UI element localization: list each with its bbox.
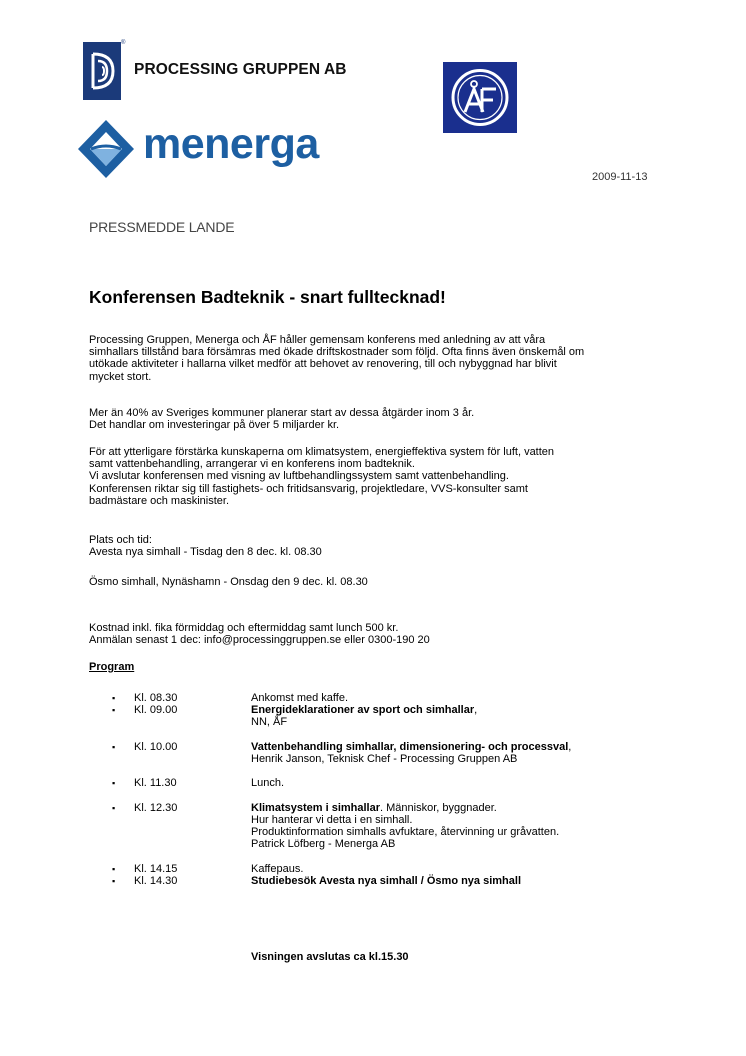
program-text: Ankomst med kaffe. [251,692,349,704]
program-time: Kl. 11.30 [134,777,177,790]
bullet-icon: ▪ [112,875,116,886]
processing-gruppen-logo [83,42,383,102]
program-item [89,692,669,704]
processing-gruppen-mark-icon [83,42,121,100]
bullet-icon: ▪ [112,693,116,703]
bullet-icon: ▪ [112,778,116,789]
bullet-icon: ▪ [112,863,116,874]
af-logo [443,62,517,133]
program-item [89,704,669,716]
purpose-paragraph: För att ytterligare förstärka kunskaperna om klimatsystem, energieffektiva system för luft, vatten samt vattenbehandling, arrangerar vi en konferens inom badteknik. Vi avslutar konferensen med visning av luftbehandlingssystem samt vattenbehandling. Konferensen riktar sig till fastighets- och fritidsansvarig, projektledare, VVS-konsulter samt badmästare och maskinister. [89,446,555,507]
bullet-icon: ▪ [112,705,116,716]
processing-gruppen-name: PROCESSING GRUPPEN AB [134,61,347,78]
program-item-line: Produktinformation simhalls avfuktare, återvinning ur gråvatten. [251,826,560,839]
program-heading: Program [89,661,135,673]
program-text: Lunch. [251,777,285,790]
registered-mark: ® [121,40,126,46]
program-item-line: NN, ÅF [251,716,288,729]
program-time: Kl. 14.30 [134,874,178,887]
program-time: Kl. 10.00 [134,740,178,753]
place-2-line: Ösmo simhall, Nynäshamn - Onsdag den 9 dec. kl. 08.30 [89,576,368,588]
program-item-line: Hur hanterar vi detta i en simhall. [251,813,413,826]
program-item [89,875,669,887]
program-time: Kl. 09.00 [134,704,178,717]
program-time: Kl. 14.15 [134,862,178,875]
program-item-line: Henrik Janson, Teknisk Chef - Processing Gruppen AB [251,752,518,765]
program-time: Kl. 08.30 [134,692,178,704]
place-paragraph: Plats och tid: Avesta nya simhall - Tisdag den 8 dec. kl. 08.30 [89,534,322,559]
program-text: Studiebesök Avesta nya simhall / Ösmo nya simhall [251,874,522,887]
menerga-logo [76,118,346,182]
closing-note: Visningen avslutas ca kl.15.30 [251,951,409,963]
program-list [89,692,669,887]
menerga-diamond-icon [76,118,136,180]
program-text: Klimatsystem i simhallar. Människor, byggnader. [251,801,497,814]
document-date: 2009-11-13 [592,171,648,183]
program-text: Energideklarationer av sport och simhallar, [251,704,478,717]
program-text: Kaffepaus. [251,862,304,875]
bullet-icon: ▪ [112,741,116,752]
program-text: Vattenbehandling simhallar, dimensionering- och processval, [251,740,572,753]
program-item [89,863,669,875]
intro-paragraph: Processing Gruppen, Menerga och ÅF håller gemensam konferens med anledning av att våra simhallars tillstånd bara försämras med ökade driftskostnader som följd. Ofta finns även önskemål om utökade aktiviteter i hallarna vilket medför att behovet av renovering, till och nybyggnad har blivit mycket stort. [89,334,585,383]
program-item [89,802,669,814]
headline: Konferensen Badteknik - snart fulltecknad! [89,287,446,307]
bullet-icon: ▪ [112,802,116,813]
cost-paragraph: Kostnad inkl. fika förmiddag och eftermiddag samt lunch 500 kr. Anmälan senast 1 dec: info@processinggruppen.se eller 0300-190 20 [89,622,430,647]
menerga-wordmark: menerga [143,120,319,168]
program-time: Kl. 12.30 [134,801,178,814]
stats-paragraph: Mer än 40% av Sveriges kommuner planerar start av dessa åtgärder inom 3 år. Det handlar om investeringar på över 5 miljarder kr. [89,407,475,432]
program-item-line: Patrick Löfberg - Menerga AB [251,838,396,851]
program-item [89,777,669,789]
press-release-label: PRESSMEDDE LANDE [89,219,235,235]
program-item [89,741,669,753]
